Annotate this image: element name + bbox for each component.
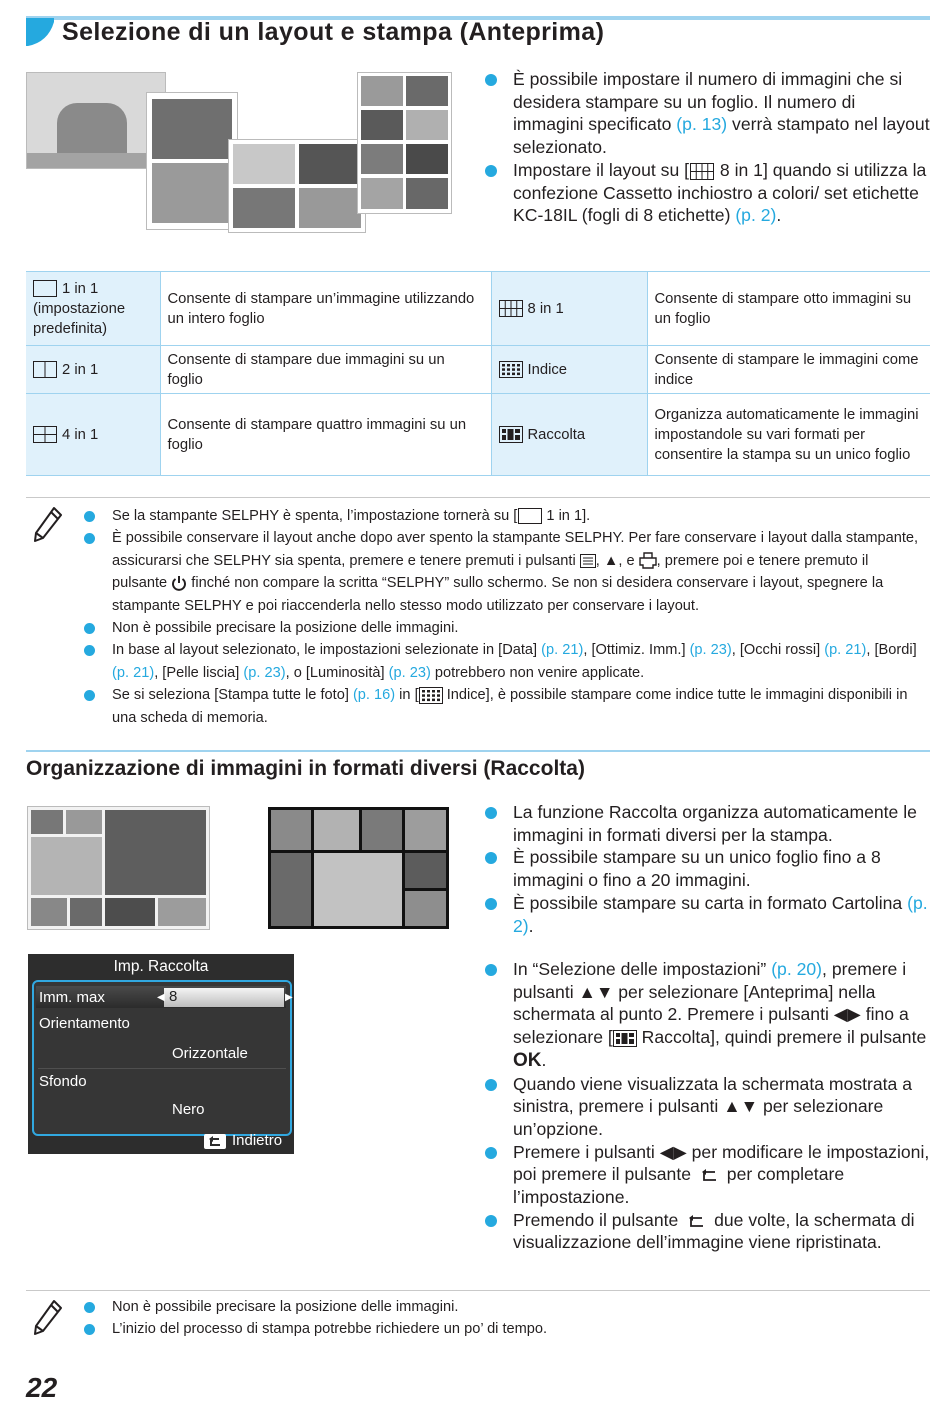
page-ref-link[interactable]: (p. 21) [112, 664, 155, 681]
intro-bullet: È possibile stampare su un unico foglio fino a 8 immagini o fino a 20 immagini. [485, 846, 930, 891]
notes-list-2 [84, 1296, 924, 1341]
setting-label-sfondo[interactable]: Sfondo [39, 1073, 87, 1090]
right-arrow-icon: ▶ [285, 992, 293, 1003]
layout-1in1-icon [33, 280, 57, 297]
layout-8in1-icon [499, 300, 523, 317]
layout-index-icon [499, 361, 523, 378]
sample-photo-4in1 [229, 140, 365, 232]
page-number: 22 [26, 1372, 58, 1403]
return-icon [698, 1168, 720, 1183]
intro-bullet: Impostare il layout su [ 8 in 1] quando si utilizza la confezione Cassetto inchiostro a colori/ set etichette KC-18IL (fogli di 8 etichette) (p. 2). [485, 159, 930, 227]
back-label: Indietro [232, 1132, 283, 1149]
return-icon [204, 1134, 226, 1149]
layout-desc-cell: Consente di stampare le immagini come indice [647, 346, 930, 394]
page-ref-link[interactable]: (p. 23) [388, 664, 431, 681]
pencil-note-icon [32, 1298, 64, 1336]
section-title: Organizzazione di immagini in formati diversi (Raccolta) [26, 757, 585, 780]
page-ref-link[interactable]: (p. 13) [676, 114, 728, 135]
screen-title: Imp. Raccolta [113, 958, 209, 975]
power-button-icon [171, 575, 187, 591]
layout-desc-cell: Consente di stampare due immagini su un foglio [160, 346, 491, 394]
left-right-keys-icon: ◀▶ [833, 1004, 861, 1025]
intro-bullets [485, 68, 930, 227]
layout-2in1-icon [33, 361, 57, 378]
page-ref-link[interactable]: (p. 21) [541, 642, 584, 659]
layout-name-cell: Raccolta [491, 394, 647, 476]
layout-desc-cell: Consente di stampare un’immagine utilizzando un intero foglio [160, 272, 491, 346]
intro-bullet: La funzione Raccolta organizza automaticamente le immagini in formati diversi per la stampa. [485, 801, 930, 846]
layout-4in1-icon [33, 426, 57, 443]
notes-separator [26, 1290, 930, 1291]
layout-name-cell: Indice [491, 346, 647, 394]
return-icon [685, 1214, 707, 1229]
raccolta-intro-bullets [485, 801, 930, 937]
setting-value-sfondo: Nero [172, 1101, 205, 1118]
table-row [26, 346, 930, 394]
setting-label-orientamento[interactable]: Orientamento [39, 1015, 130, 1032]
step-bullet: Quando viene visualizzata la schermata mostrata a sinistra, premere i pulsanti ▲▼ per selezionare un’opzione. [485, 1073, 930, 1141]
page-ref-link[interactable]: (p. 2) [513, 892, 928, 936]
page-ref-link[interactable]: (p. 2) [735, 205, 777, 226]
layout-desc-cell: Organizza automaticamente le immagini impostandole su vari formati per consentire la stampa su un unico foglio [647, 394, 930, 476]
page-ref-link[interactable]: (p. 21) [824, 642, 867, 659]
sample-photo-8in1 [358, 73, 451, 213]
step-bullet: Premendo il pulsante due volte, la schermata di visualizzazione dell’immagine viene ripristinata. [485, 1209, 930, 1254]
page-ref-link[interactable]: (p. 23) [243, 664, 286, 681]
page-ref-link[interactable]: (p. 20) [771, 959, 823, 979]
print-button-icon [639, 552, 657, 569]
sample-photo-1in1 [27, 73, 165, 168]
page-ref-link[interactable]: (p. 23) [689, 642, 732, 659]
layout-name-cell: 4 in 1 [26, 394, 160, 476]
display-button-icon [580, 554, 596, 568]
step-bullet: Premere i pulsanti ◀▶ per modificare le impostazioni, poi premere il pulsante per completare l’impostazione. [485, 1141, 930, 1209]
left-right-keys-icon: ◀▶ [659, 1141, 687, 1162]
row-divider [38, 1068, 286, 1069]
note-item: L’inizio del processo di stampa potrebbe richiedere un po’ di tempo. [84, 1318, 924, 1340]
sample-photo-2in1 [147, 93, 237, 229]
setting-value-orientamento: Orizzontale [172, 1045, 248, 1062]
settings-panel [32, 980, 292, 1136]
page-title: Selezione di un layout e stampa (Anteprima) [62, 18, 605, 46]
note-item: È possibile conservare il layout anche dopo aver spento la stampante SELPHY. Per fare conservare i layout dalla stampante, assicurarsi che SELPHY sia spenta, premere e tenere premuti i pulsanti , ▲, e , premere poi e tenere premuto il pulsante finché non compare la scritta “SELPHY” sullo schermo. Se non si desidera conservare i layout, spegnere la stampante SELPHY e poi riaccenderla nello stesso modo utilizzato per conservare i layout. [84, 527, 924, 617]
layout-1in1-icon [518, 508, 542, 524]
note-item: In base al layout selezionato, le impostazioni selezionate in [Data] (p. 21), [Ottimiz. Imm.] (p. 23), [Occhi rossi] (p. 21), [Bordi] (p. 21), [Pelle liscia] (p. 23), o [Luminosità] (p. 23) potrebbero non venire applicate. [84, 639, 924, 684]
pencil-note-icon [32, 505, 64, 543]
section-rule [26, 750, 930, 752]
intro-bullet: È possibile stampare su carta in formato Cartolina (p. 2). [485, 892, 930, 937]
layout-name-cell: 1 in 1 (impostazione predefinita) [26, 272, 160, 346]
table-row [26, 394, 930, 476]
note-item: Non è possibile precisare la posizione delle immagini. [84, 1296, 924, 1318]
layout-name-cell: 2 in 1 [26, 346, 160, 394]
layout-raccolta-icon [499, 426, 523, 443]
up-down-keys-icon: ▲▼ [578, 981, 614, 1002]
section-tab-icon [26, 18, 54, 46]
layout-index-icon [419, 687, 443, 704]
setting-value-imm-max: 8 [169, 988, 178, 1005]
layout-desc-cell: Consente di stampare otto immagini su un foglio [647, 272, 930, 346]
up-down-keys-icon: ▲▼ [723, 1096, 759, 1117]
setting-label-imm-max: Imm. max [39, 989, 105, 1006]
notes-list-1 [84, 505, 924, 729]
raccolta-sample-photo-white [28, 807, 209, 929]
note-item: Se si seleziona [Stampa tutte le foto] (p. 16) in [ Indice], è possibile stampare come indice tutte le immagini disponibili in una scheda di memoria. [84, 684, 924, 729]
raccolta-steps [485, 958, 930, 1254]
step-bullet: In “Selezione delle impostazioni” (p. 20), premere i pulsanti ▲▼ per selezionare [Anteprima] nella schermata al punto 2. Premere i pulsanti ◀▶ fino a selezionare [ Raccolta], quindi premere il pulsante OK. [485, 958, 930, 1073]
ok-button-label: OK [513, 1049, 542, 1071]
intro-bullet: È possibile impostare il numero di immagini che si desidera stampare su un foglio. Il numero di immagini specificato (p. 13) verrà stampato nel layout selezionato. [485, 68, 930, 159]
page-ref-link[interactable]: (p. 16) [352, 687, 396, 704]
layout-name-cell: 8 in 1 [491, 272, 647, 346]
layout-raccolta-icon [613, 1030, 637, 1047]
left-arrow-icon: ◀ [157, 992, 165, 1003]
raccolta-sample-photo-black [268, 807, 449, 929]
up-arrow-icon: ▲ [603, 552, 619, 569]
note-item: Non è possibile precisare la posizione delle immagini. [84, 617, 924, 639]
layout-8in1-icon [690, 163, 714, 180]
raccolta-settings-screen [28, 954, 294, 1154]
table-row [26, 272, 930, 346]
layout-desc-cell: Consente di stampare quattro immagini su un foglio [160, 394, 491, 476]
notes-separator [26, 497, 930, 498]
note-item: Se la stampante SELPHY è spenta, l’impostazione tornerà su [ 1 in 1]. [84, 505, 924, 527]
imm-max-selector[interactable] [157, 988, 293, 1007]
layout-table [26, 271, 930, 476]
